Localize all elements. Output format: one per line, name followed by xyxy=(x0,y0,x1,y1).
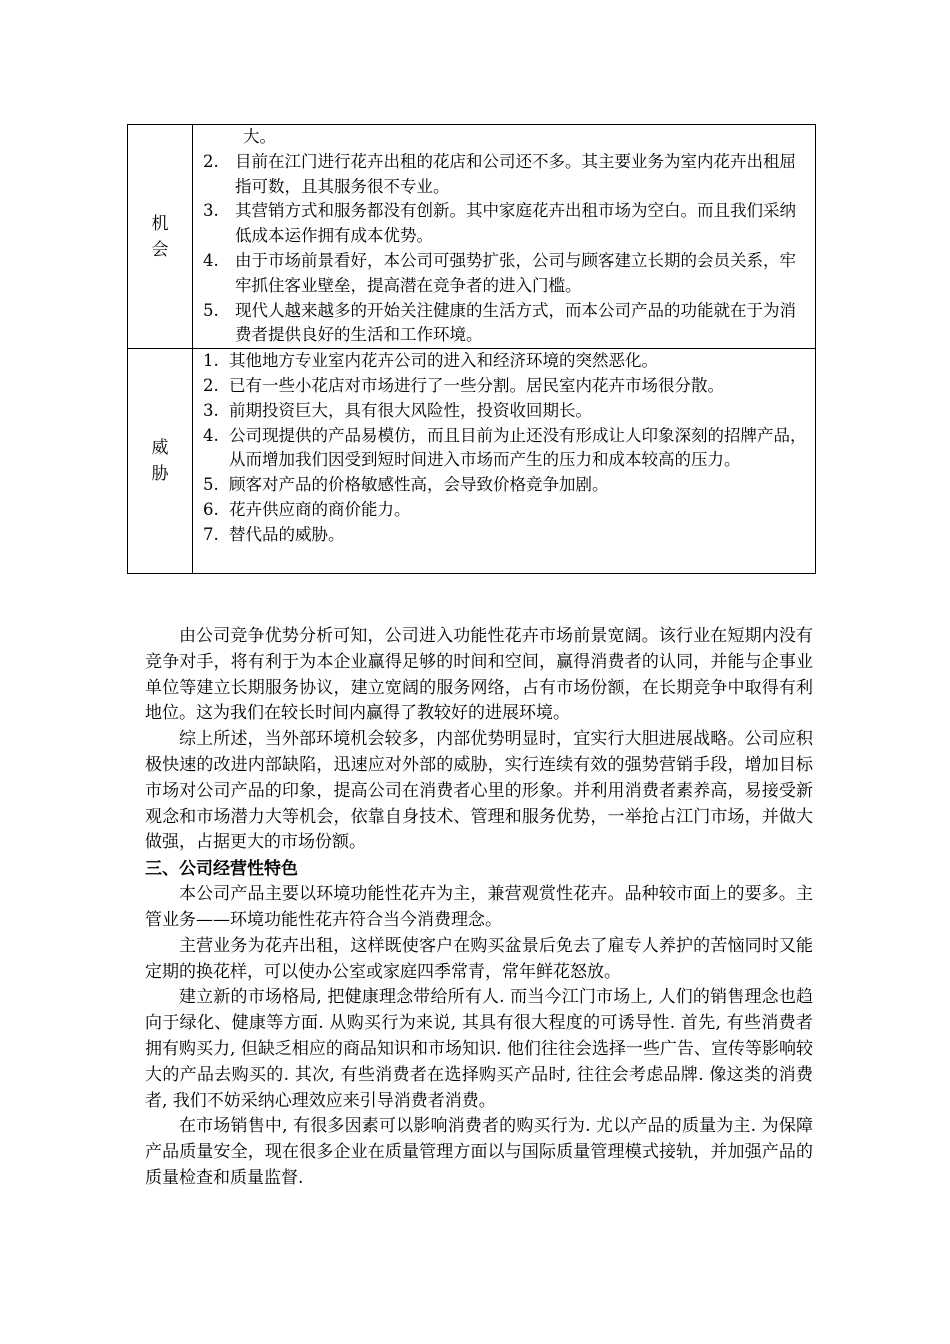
opportunities-content xyxy=(193,125,816,349)
item-number: 3. xyxy=(203,201,219,221)
paragraph: 本公司产品主要以环境功能性花卉为主，兼营观赏性花卉。品种较市面上的要多。主管业务——环境功能性花卉符合当今消费理念。 xyxy=(145,884,813,930)
continued-text: 大。 xyxy=(243,127,276,146)
paragraph: 建立新的市场格局, 把健康理念带给所有人. 而当今江门市场上, 人们的销售理念也趋向于绿化、健康等方面. 从购买行为来说, 其具有很大程度的可诱导性. 首先, 有些消费者拥有购买力, 但缺乏相应的商品知识和市场知识. 他们往往会选择一些广告、宣传等影响较大的产品去购买的. 其次, 有些消费者在选择购买产品时, 往往会考虑品牌. 像这类的消费者, 我们不妨采纳心理效应来引导消费者消费。 xyxy=(145,987,813,1111)
item-number: 2. xyxy=(203,151,219,171)
item-number: 1. xyxy=(203,351,219,371)
list-item xyxy=(203,299,809,349)
label-char: 会 xyxy=(151,239,169,260)
item-number: 4. xyxy=(203,250,219,270)
list-item xyxy=(203,150,809,200)
threats-label xyxy=(128,349,193,574)
item-text: 花卉供应商的商价能力。 xyxy=(229,499,411,519)
opportunities-row xyxy=(128,125,816,349)
list-item xyxy=(203,199,809,249)
item-text: 由于市场前景看好，本公司可强势扩张，公司与顾客建立长期的会员关系，牢牢抓住客业壁垒，提高潜在竞争者的进入门槛。 xyxy=(235,250,796,295)
swot-table xyxy=(127,124,816,574)
item-text: 前期投资巨大，具有很大风险性，投资收回期长。 xyxy=(229,400,592,420)
item-text: 其营销方式和服务都没有创新。其中家庭花卉出租市场为空白。而且我们采纳低成本运作拥有成本优势。 xyxy=(235,201,796,246)
list-item xyxy=(203,424,809,474)
item-text: 公司现提供的产品易模仿，而且目前为止还没有形成让人印象深刻的招牌产品，从而增加我们因受到短时间进入市场而产生的压力和成本较高的压力。 xyxy=(229,425,807,470)
list-item xyxy=(203,249,809,299)
item-text: 其他地方专业室内花卉公司的进入和经济环境的突然恶化。 xyxy=(229,351,658,371)
threats-content xyxy=(193,349,816,574)
item-number: 4. xyxy=(203,425,219,445)
paragraph: 综上所述，当外部环境机会较多，内部优势明显时，宜实行大胆进展战略。公司应积极快速的改进内部缺陷，迅速应对外部的威胁，实行连续有效的强势营销手段，增加目标市场对公司产品的印象，提高公司在消费者心里的形象。并利用消费者素养高，易接受新观念和市场潜力大等机会，依靠自身技术、管理和服务优势，一举抢占江门市场，并做大做强，占据更大的市场份额。 xyxy=(145,729,813,853)
item-number: 5. xyxy=(203,300,219,320)
label-char: 威 xyxy=(151,438,169,459)
item-text: 顾客对产品的价格敏感性高，会导致价格竞争加剧。 xyxy=(229,475,609,495)
item-text: 已有一些小花店对市场进行了一些分割。居民室内花卉市场很分散。 xyxy=(229,375,724,395)
list-item xyxy=(203,399,809,424)
section-heading: 三、公司经营性特色 xyxy=(145,859,298,880)
threats-row xyxy=(128,349,816,574)
paragraph: 在市场销售中, 有很多因素可以影响消费者的购买行为. 尤以产品的质量为主. 为保障产品质量安全，现在很多企业在质量管理方面以与国际质量管理模式接轨，并加强产品的质量检查和质量监督. xyxy=(145,1116,813,1188)
item-number: 3. xyxy=(203,400,219,420)
list-item xyxy=(203,473,809,498)
item-number: 6. xyxy=(203,499,219,519)
item-number: 5. xyxy=(203,475,219,495)
body-text xyxy=(145,624,813,1192)
item-text: 现代人越来越多的开始关注健康的生活方式，而本公司产品的功能就在于为消费者提供良好的生活和工作环境。 xyxy=(235,300,796,345)
label-char: 胁 xyxy=(151,464,169,485)
list-item xyxy=(203,374,809,399)
list-item xyxy=(203,349,809,374)
paragraph: 由公司竞争优势分析可知，公司进入功能性花卉市场前景宽阔。该行业在短期内没有竞争对手，将有利于为本企业赢得足够的时间和空间，赢得消费者的认同，并能与企事业单位等建立长期服务协议，建立宽阔的服务网络，占有市场份额，在长期竞争中取得有利地位。这为我们在较长时间内赢得了教较好的进展环境。 xyxy=(145,626,813,724)
list-item xyxy=(203,498,809,523)
paragraph: 主营业务为花卉出租，这样既使客户在购买盆景后免去了雇专人养护的苦恼同时又能定期的换花样，可以使办公室或家庭四季常青，常年鲜花怒放。 xyxy=(145,935,813,982)
list-item xyxy=(203,523,809,548)
opportunities-label xyxy=(128,125,193,349)
item-text: 目前在江门进行花卉出租的花店和公司还不多。其主要业务为室内花卉出租屈指可数，且其服务很不专业。 xyxy=(235,151,796,196)
item-number: 2. xyxy=(203,375,219,395)
item-text: 替代品的威胁。 xyxy=(229,524,345,544)
label-char: 机 xyxy=(151,213,169,234)
item-number: 7. xyxy=(203,524,219,544)
